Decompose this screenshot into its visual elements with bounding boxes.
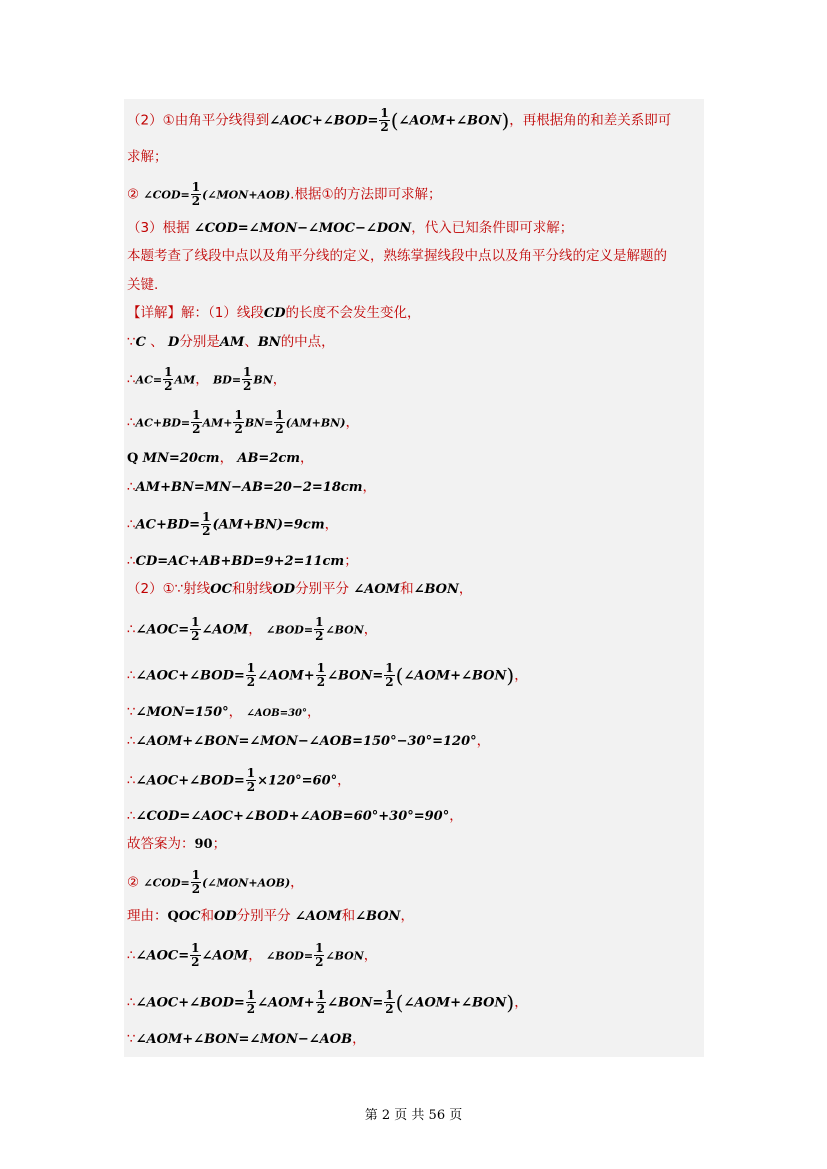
text-line [127,275,158,295]
text: ，代入已知条件即可求解； [411,220,574,236]
math: ∠BON [413,582,459,597]
fraction: $\frac{1}{2}$ [275,408,284,436]
text-line [127,834,226,855]
text: 分别平分 [236,908,291,924]
math: (AM+BN)=9cm [212,517,325,533]
text: ， [248,947,262,964]
fraction: $\frac{1}{2}$ [234,408,243,436]
text: ， [476,733,491,749]
text: ∵ [127,334,136,350]
fraction: $\frac{1}{2}$ [385,661,394,689]
text-line [127,616,377,643]
text: ∴ [127,947,136,964]
text-line [127,579,472,600]
math: AC= [135,373,163,387]
math: AB=2cm [237,451,301,466]
math: D [168,335,180,350]
text: ∴ [127,414,136,431]
fraction: $\frac{1}{2}$ [316,661,326,689]
text: ， [514,994,528,1011]
math: OD [214,909,237,924]
math: ∠BOD= [266,949,314,963]
text: ， [352,1031,366,1047]
text: ， [337,772,351,789]
text: ， [290,874,304,891]
text: ， [324,516,339,533]
text: ； [344,553,358,569]
fraction: $\frac{1}{2}$ [316,988,326,1016]
text: ， [458,581,473,597]
text: ， [400,908,414,924]
math: OC [210,582,232,597]
math: ∠AOM [294,909,342,924]
math: ∠COD= [143,876,190,890]
fraction: $\frac{1}{2}$ [202,510,211,538]
text-line [127,869,304,896]
text: ∴ [127,553,136,569]
math: (∠MON+AOB) [202,188,291,202]
math: ∠MON=150° [135,705,229,720]
text: ② [127,874,140,891]
math: ∠COD= [143,188,190,202]
math: (AM+BN) [285,416,346,430]
text-line [127,409,359,436]
fraction: $\frac{1}{2}$ [315,615,324,643]
math: BN= [244,416,274,430]
text-line [127,767,351,794]
math: ∠BON= [327,995,384,1011]
math: AM+ [202,416,233,430]
math: MN=20cm [142,451,220,466]
fraction: $\frac{1}{2}$ [192,408,201,436]
text: ， [195,371,209,388]
text: ∴ [127,733,136,749]
math: ∠COD=∠AOC+∠BOD+∠AOB=60°+30°=90° [135,809,450,824]
text-line [127,702,321,724]
fraction: $\frac{1}{2}$ [246,661,256,689]
text: 和 [341,908,356,924]
math: BN [253,373,273,387]
text: ； [212,836,227,852]
text: ∴ [127,772,136,789]
text: 理由： [127,908,168,924]
text-line: （2）①由角平分线得到∠AOC+∠BOD= $\frac{1}{2}$ (∠AOM+∠BON)，再根据角的和差关系即可 [127,106,672,134]
text-line [127,511,338,538]
math: BD= [212,373,242,387]
math: ∠AOB=30° [246,708,308,719]
text: ， [449,808,463,824]
text: ， [345,414,359,431]
math: ∠AOM [201,622,249,638]
math: AM+BN=MN−AB=20−2=18cm [135,480,363,495]
text-line [127,1029,366,1050]
text: ∴ [127,994,136,1011]
text-line [127,181,442,208]
text: 和射线 [231,581,273,597]
text-line [127,731,490,752]
text: 关键. [127,277,159,293]
text: ∵ [127,1031,136,1047]
text: ， [363,947,378,964]
math: AC+BD= [135,416,191,430]
fraction: $\frac{1}{2}$ [385,988,394,1016]
text: ∵ [127,704,136,720]
math: OD [272,582,296,597]
math: ∠BOD= [266,623,314,637]
fraction: $\frac{1}{2}$ [246,988,256,1016]
math: ∠AOC+∠BOD= [269,113,379,129]
math: ×120°=60° [257,773,338,789]
fraction: $\frac{1}{2}$ [380,106,389,134]
math: ∠AOM [353,582,401,597]
text-line [127,448,314,469]
text: ∴ [127,371,136,388]
fraction: $\frac{1}{2}$ [191,180,201,208]
text-line [127,218,573,239]
text-line [127,332,335,353]
text: ，再根据角的和差关系即可 [509,112,672,129]
fraction: $\frac{1}{2}$ [246,766,256,794]
math: ∠AOC+∠BOD= [135,773,245,789]
because-symbol: Q [167,909,179,924]
text-line [127,477,376,498]
math: ∠AOC+∠BOD= [135,668,245,684]
text: .根据①的方法即可求解； [290,186,442,203]
math: ∠AOC= [135,622,190,638]
math: ∠BON= [327,668,384,684]
text: 本题考查了线段中点以及角平分线的定义，熟练掌握线段中点以及角平分线的定义是解题的 [127,248,667,264]
text: ， [248,621,262,638]
math: ∠AOM [201,948,249,964]
math: ∠AOC+∠BOD= [135,995,245,1011]
math: ∠AOM+∠BON=∠MON−∠AOB=150°−30°=120° [135,734,477,749]
text: ， [219,450,234,466]
text: 求解； [127,149,168,165]
text: ∴ [127,479,136,495]
text: （3）根据 [127,220,190,236]
text: ， [363,621,378,638]
text: ∴ [127,621,136,638]
text: 的长度不会发生变化， [285,305,421,321]
text-line [127,551,358,572]
math: ∠AOM+∠BON [398,113,502,129]
math: ∠AOM+∠BON [403,995,507,1011]
text-line [127,246,667,266]
math: CD [263,306,286,321]
math: ∠BON [325,623,364,637]
text: （2）①由角平分线得到 [127,112,270,129]
fraction: $\frac{1}{2}$ [191,868,201,896]
math: ∠AOM+∠BON [403,668,507,684]
text-line [127,147,168,167]
text: ， [228,704,243,720]
text-line [127,366,286,393]
math: (∠MON+AOB) [202,876,291,890]
fraction: $\frac{1}{2}$ [164,365,173,393]
text-line [127,806,463,827]
because-symbol: Q [127,451,139,466]
text: （2）①∵射线 [127,581,211,597]
page-footer: 第 2 页 共 56 页 [364,1108,463,1123]
text: 故答案为： [127,836,195,852]
math: ∠COD=∠MON−∠MOC−∠DON [193,221,412,236]
math: ∠BON [355,909,401,924]
text: ， [362,479,377,495]
text: ， [514,667,528,684]
math: ∠AOM+ [257,668,315,684]
math: AM [174,373,196,387]
text: 分别是 [179,334,220,350]
text-line: ∴∠AOC+∠BOD= $\frac{1}{2}$ ∠AOM+ $\frac{1}{2}$ ∠BON= $\frac{1}{2}$ (∠AOM+∠BON)， [127,661,528,689]
math: AM [219,335,245,350]
text-line [127,906,414,927]
math: OC [178,909,201,924]
math: ∠AOM+ [257,995,315,1011]
math: CD=AC+AB+BD=9+2=11cm [135,554,345,569]
text: ， [300,450,314,466]
text-line [127,303,420,324]
text: 、 [244,334,258,350]
text: 、 [150,334,164,350]
math: C [135,335,146,350]
text: ∴ [127,667,136,684]
text: 和 [400,581,414,597]
text: 和 [200,908,214,924]
fraction: $\frac{1}{2}$ [191,941,200,969]
text: 【详解】解：（1）线段 [127,305,264,321]
math: BN [257,335,281,350]
text-line [127,942,377,969]
text: 分别平分 [295,581,350,597]
math: AC+BD= [135,517,201,533]
text: ② [127,186,140,203]
math: ∠BON [325,949,364,963]
math: ∠AOC= [135,948,190,964]
fraction: $\frac{1}{2}$ [191,615,200,643]
text: ， [272,371,287,388]
text-line: ∴∠AOC+∠BOD= $\frac{1}{2}$ ∠AOM+ $\frac{1}{2}$ ∠BON= $\frac{1}{2}$ (∠AOM+∠BON)， [127,988,528,1016]
text: 的中点， [280,334,335,350]
text: ， [307,704,321,720]
math: ∠AOM+∠BON=∠MON−∠AOB [135,1032,353,1047]
fraction: $\frac{1}{2}$ [315,941,324,969]
text: ∴ [127,516,136,533]
fraction: $\frac{1}{2}$ [243,365,252,393]
text: ∴ [127,808,136,824]
math: 90 [194,837,213,852]
